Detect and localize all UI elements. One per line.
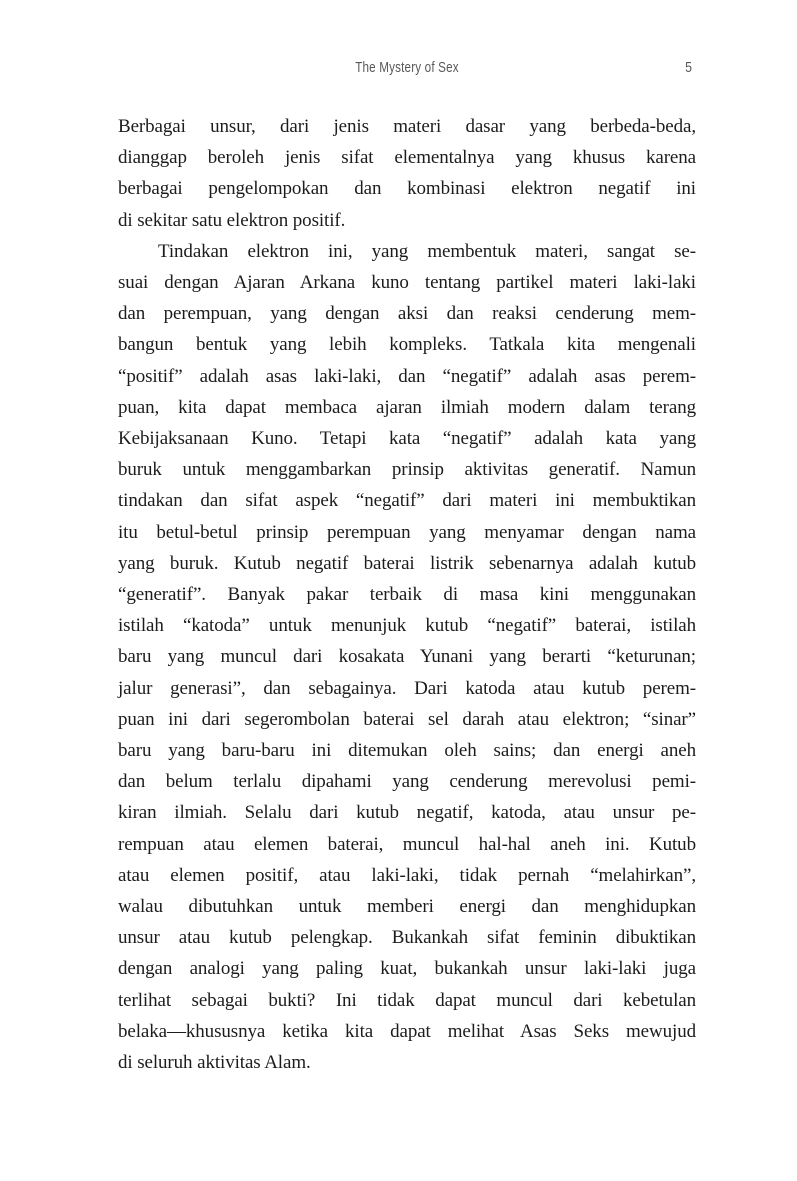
text-line: walau dibutuhkan untuk memberi energi dan menghidupkan [118,896,696,918]
text-line: puan, kita dapat membaca ajaran ilmiah modern dalam terang [118,396,696,418]
text-line: “positif” adalah asas laki-laki, dan “negatif” adalah asas perem- [118,365,696,387]
text-line: jalur generasi”, dan sebagainya. Dari katoda atau kutub perem- [118,677,696,699]
text-line: kiran ilmiah. Selalu dari kutub negatif, katoda, atau unsur pe- [118,802,696,824]
text-line: unsur atau kutub pelengkap. Bukankah sifat feminin dibuktikan [118,927,696,949]
text-line: baru yang baru-baru ini ditemukan oleh sains; dan energi aneh [118,740,696,762]
text-line: atau elemen positif, atau laki-laki, tidak pernah “melahirkan”, [118,864,696,886]
text-line: buruk untuk menggambarkan prinsip aktivitas generatif. Namun [118,459,696,481]
text-line: istilah “katoda” untuk menunjuk kutub “negatif” baterai, istilah [118,615,696,637]
paragraph [118,111,696,236]
text-line: dan perempuan, yang dengan aksi dan reaksi cenderung mem- [118,303,696,325]
text-line: di sekitar satu elektron positif. [118,209,346,231]
text-line: rempuan atau elemen baterai, muncul hal-hal aneh ini. Kutub [118,833,696,855]
text-line: di seluruh aktivitas Alam. [118,1052,311,1074]
text-line: dianggap beroleh jenis sifat elementalnya yang khusus karena [118,147,696,169]
running-header-title: The Mystery of Sex [355,59,459,76]
paragraph [118,236,696,1078]
text-line: Tindakan elektron ini, yang membentuk materi, sangat se- [158,240,696,262]
text-line: belaka—khususnya ketika kita dapat melihat Asas Seks mewujud [118,1020,696,1042]
text-line: dengan analogi yang paling kuat, bukankah unsur laki-laki juga [118,958,696,980]
text-line: yang buruk. Kutub negatif baterai listrik sebenarnya adalah kutub [118,552,696,574]
text-line: “generatif”. Banyak pakar terbaik di masa kini menggunakan [118,584,696,606]
text-line: dan belum terlalu dipahami yang cenderung merevolusi pemi- [118,771,696,793]
text-line: suai dengan Ajaran Arkana kuno tentang partikel materi laki-laki [118,272,696,294]
text-line: bangun bentuk yang lebih kompleks. Tatkala kita mengenali [118,334,696,356]
text-line: baru yang muncul dari kosakata Yunani yang berarti “keturunan; [118,646,696,668]
text-line: berbagai pengelompokan dan kombinasi elektron negatif ini [118,178,696,200]
text-line: terlihat sebagai bukti? Ini tidak dapat muncul dari kebetulan [118,989,696,1011]
text-line: Berbagai unsur, dari jenis materi dasar yang berbeda-beda, [118,116,696,137]
text-line: Kebijaksanaan Kuno. Tetapi kata “negatif” adalah kata yang [118,428,696,450]
text-line: tindakan dan sifat aspek “negatif” dari materi ini membuktikan [118,490,696,512]
text-line: puan ini dari segerombolan baterai sel darah atau elektron; “sinar” [118,708,696,730]
body-text [118,111,696,1078]
text-line: itu betul-betul prinsip perempuan yang menyamar dengan nama [118,521,696,543]
page-number: 5 [685,59,692,76]
